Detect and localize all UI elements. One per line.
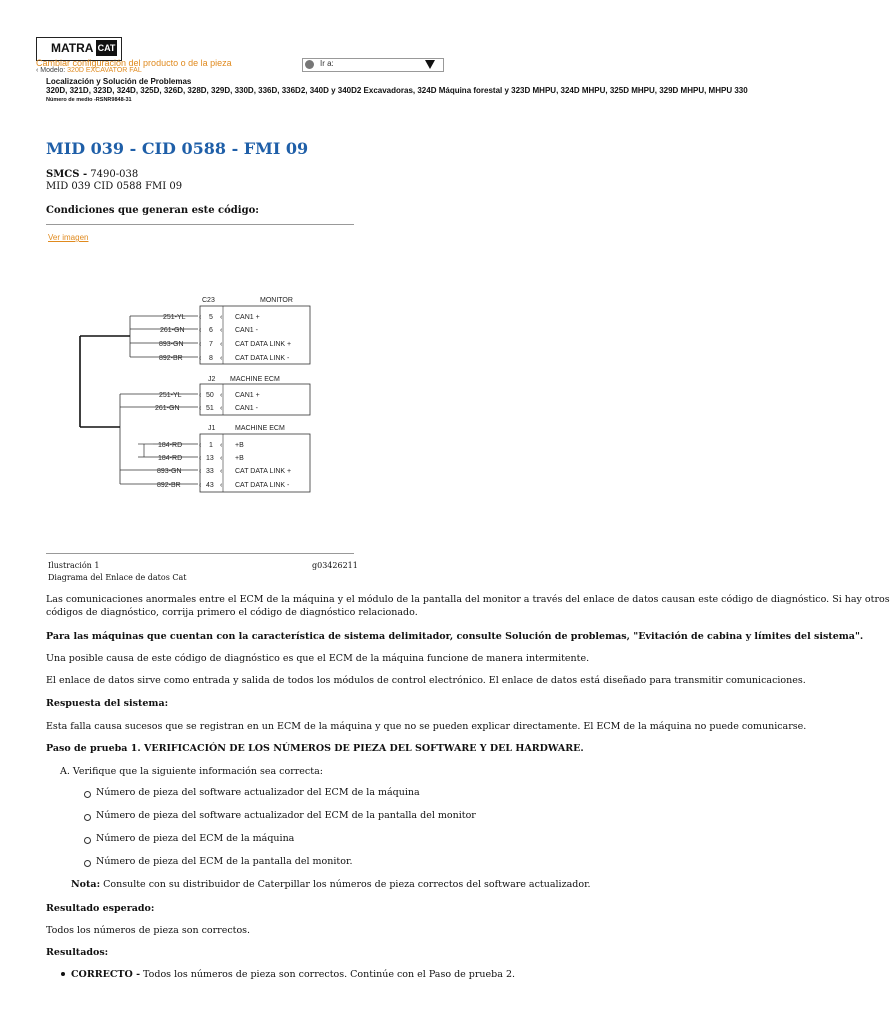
result-item [71, 968, 761, 981]
wire-label: 184-RD [158, 455, 183, 462]
svg-text:‹: ‹ [199, 455, 202, 462]
monitor-row [130, 341, 291, 348]
wire-label: 261-GN [155, 405, 180, 412]
list-item-a: A. Verifique que la siguiente información sea correcta: [60, 766, 323, 777]
list-item: Número de pieza del software actualizador del ECM de la pantalla del monitor [96, 810, 476, 821]
monitor-label: MONITOR [260, 297, 293, 304]
wire-label: 261-GN [160, 327, 185, 334]
svg-text:‹: ‹ [220, 341, 223, 348]
j1-row [138, 455, 244, 462]
view-image-link[interactable]: Ver imagen [48, 233, 89, 242]
j1-row [120, 482, 290, 489]
goto-icon [305, 60, 314, 69]
wire-label: 184-RD [158, 442, 183, 449]
monitor-row [130, 355, 290, 362]
svg-text:‹: ‹ [220, 442, 223, 449]
signal-label: +B [235, 442, 244, 449]
signal-label: CAT DATA LINK - [235, 482, 290, 489]
pin-label: 7 [209, 341, 213, 348]
result-text: Todos los números de pieza son correctos. Continúe con el Paso de prueba 2. [140, 969, 516, 980]
paragraph: Esta falla causa sucesos que se registran en un ECM de la máquina y que no se pueden explicar directamente. El ECM de la máquina no puede comunicarse. [46, 721, 807, 732]
goto-select[interactable] [302, 58, 444, 72]
svg-text:‹: ‹ [199, 355, 202, 362]
svg-text:‹: ‹ [199, 341, 202, 348]
publication-title: Localización y Solución de Problemas [46, 77, 192, 86]
svg-text:‹: ‹ [199, 405, 202, 412]
j1-row [120, 468, 291, 475]
goto-label: Ir a: [320, 59, 334, 68]
svg-text:‹: ‹ [220, 455, 223, 462]
c23-label: C23 [202, 297, 215, 304]
j1-label: J1 [208, 425, 216, 432]
signal-label: CAN1 + [235, 314, 260, 321]
figure-caption: Ilustración 1 [48, 561, 100, 570]
wiring-diagram [60, 290, 320, 500]
paragraph: El enlace de datos sirve como entrada y salida de todos los módulos de control electrónico. El enlace de datos está diseñado para transmitir comunicaciones. [46, 675, 806, 686]
pin-label: 33 [206, 468, 214, 475]
monitor-row [130, 314, 260, 321]
pin-label: 13 [206, 455, 214, 462]
j2-label: J2 [208, 376, 216, 383]
mid-line: MID 039 CID 0588 FMI 09 [46, 181, 183, 192]
paragraph: Una posible causa de este código de diagnóstico es que el ECM de la máquina funcione de manera intermitente. [46, 653, 590, 664]
wire-label: 893-GN [157, 468, 182, 475]
smcs-label: SMCS - [46, 169, 88, 180]
monitor-row [130, 327, 259, 334]
svg-text:‹: ‹ [199, 442, 202, 449]
heading-test-step-1: Paso de prueba 1. VERIFICACIÓN DE LOS NÚMEROS DE PIEZA DEL SOFTWARE Y DEL HARDWARE. [46, 743, 584, 754]
heading-system-response: Respuesta del sistema: [46, 698, 169, 709]
model-label: Modelo: [40, 67, 66, 74]
bullet-disc-icon [61, 972, 65, 976]
svg-text:‹: ‹ [220, 314, 223, 321]
j2-row [120, 405, 259, 412]
svg-text:‹: ‹ [199, 392, 202, 399]
logo-text: MATRA [51, 41, 94, 55]
paragraph-bold: Para las máquinas que cuentan con la característica de sistema delimitador, consulte Solución de problemas, "Evitación de cabina y límites del sistema". [46, 631, 864, 642]
wire-label: 892-BR [159, 355, 183, 362]
signal-label: CAT DATA LINK + [235, 341, 292, 348]
paragraph: Todos los números de pieza son correctos. [46, 925, 251, 936]
pin-label: 8 [209, 355, 213, 362]
svg-text:‹: ‹ [220, 482, 223, 489]
list-item: Número de pieza del ECM de la pantalla del monitor. [96, 856, 353, 867]
pin-label: 51 [206, 405, 214, 412]
wire-label: 251-YL [163, 314, 186, 321]
figure-code: g03426211 [312, 561, 358, 570]
signal-label: CAN1 - [235, 327, 258, 334]
result-label: CORRECTO - [71, 969, 141, 980]
signal-label: CAN1 + [235, 392, 260, 399]
pin-label: 1 [209, 442, 213, 449]
smcs-line [46, 169, 138, 180]
cat-logo: CAT [96, 40, 117, 56]
dropdown-arrow-icon[interactable] [425, 60, 435, 69]
wire-label: 251-YL [159, 392, 182, 399]
pin-label: 6 [209, 327, 213, 334]
signal-label: CAT DATA LINK + [235, 468, 292, 475]
models-list: 320D, 321D, 323D, 324D, 325D, 326D, 328D, 329D, 330D, 336D, 336D2, 340D y 340D2 Excavadoras, 324D Máquina forestal y 323D MHPU, 324D MHPU, 325D MHPU, 329D MHPU, MHPU 330 [46, 86, 748, 95]
change-configuration-link[interactable]: Cambiar configuración del producto o de la pieza [36, 58, 232, 68]
note-text: Consulte con su distribuidor de Caterpillar los números de pieza correctos del software actualizador. [100, 879, 591, 890]
svg-text:‹: ‹ [199, 314, 202, 321]
figure-description: Diagrama del Enlace de datos Cat [48, 573, 187, 582]
list-item: Número de pieza del ECM de la máquina [96, 833, 295, 844]
pin-label: 43 [206, 482, 214, 489]
list-item: Número de pieza del software actualizador del ECM de la máquina [96, 787, 420, 798]
svg-text:‹: ‹ [220, 355, 223, 362]
svg-text:‹: ‹ [220, 405, 223, 412]
pin-label: 50 [206, 392, 214, 399]
svg-text:‹: ‹ [199, 327, 202, 334]
model-line [36, 67, 142, 74]
machine-ecm-label-j1: MACHINE ECM [235, 425, 285, 432]
back-chevron-icon[interactable]: ‹ [36, 67, 39, 74]
figure-divider [46, 553, 354, 554]
j1-row [153, 442, 244, 449]
note [71, 878, 761, 891]
heading-results: Resultados: [46, 947, 109, 958]
signal-label: +B [235, 455, 244, 462]
bullet-circle-icon [84, 837, 91, 844]
signal-label: CAT DATA LINK - [235, 355, 290, 362]
note-label: Nota: [71, 879, 101, 890]
media-number: Número de medio -RSNR9848-31 [46, 97, 132, 103]
bullet-circle-icon [84, 791, 91, 798]
svg-text:‹: ‹ [220, 327, 223, 334]
bullet-circle-icon [84, 814, 91, 821]
heading-expected-result: Resultado esperado: [46, 903, 155, 914]
j2-row [120, 392, 260, 399]
machine-ecm-label-j2: MACHINE ECM [230, 376, 280, 383]
svg-text:‹: ‹ [220, 468, 223, 475]
signal-label: CAN1 - [235, 405, 258, 412]
svg-text:‹: ‹ [199, 482, 202, 489]
conditions-heading: Condiciones que generan este código: [46, 205, 259, 216]
divider [46, 224, 354, 225]
smcs-value: 7490-038 [87, 169, 139, 180]
pin-label: 5 [209, 314, 213, 321]
wire-label: 893-GN [159, 341, 184, 348]
svg-text:‹: ‹ [220, 392, 223, 399]
paragraph: códigos de diagnóstico, corrija primero el código de diagnóstico relacionado. [46, 607, 418, 618]
model-value[interactable]: 320D EXCAVATOR FAL [67, 67, 142, 74]
paragraph: Las comunicaciones anormales entre el ECM de la máquina y el módulo de la pantalla del monitor a través del enlace de datos causan este código de diagnóstico. Si hay otros [46, 594, 890, 605]
wire-label: 892-BR [157, 482, 181, 489]
svg-text:‹: ‹ [199, 468, 202, 475]
bullet-circle-icon [84, 860, 91, 867]
page-title: MID 039 - CID 0588 - FMI 09 [46, 139, 309, 158]
